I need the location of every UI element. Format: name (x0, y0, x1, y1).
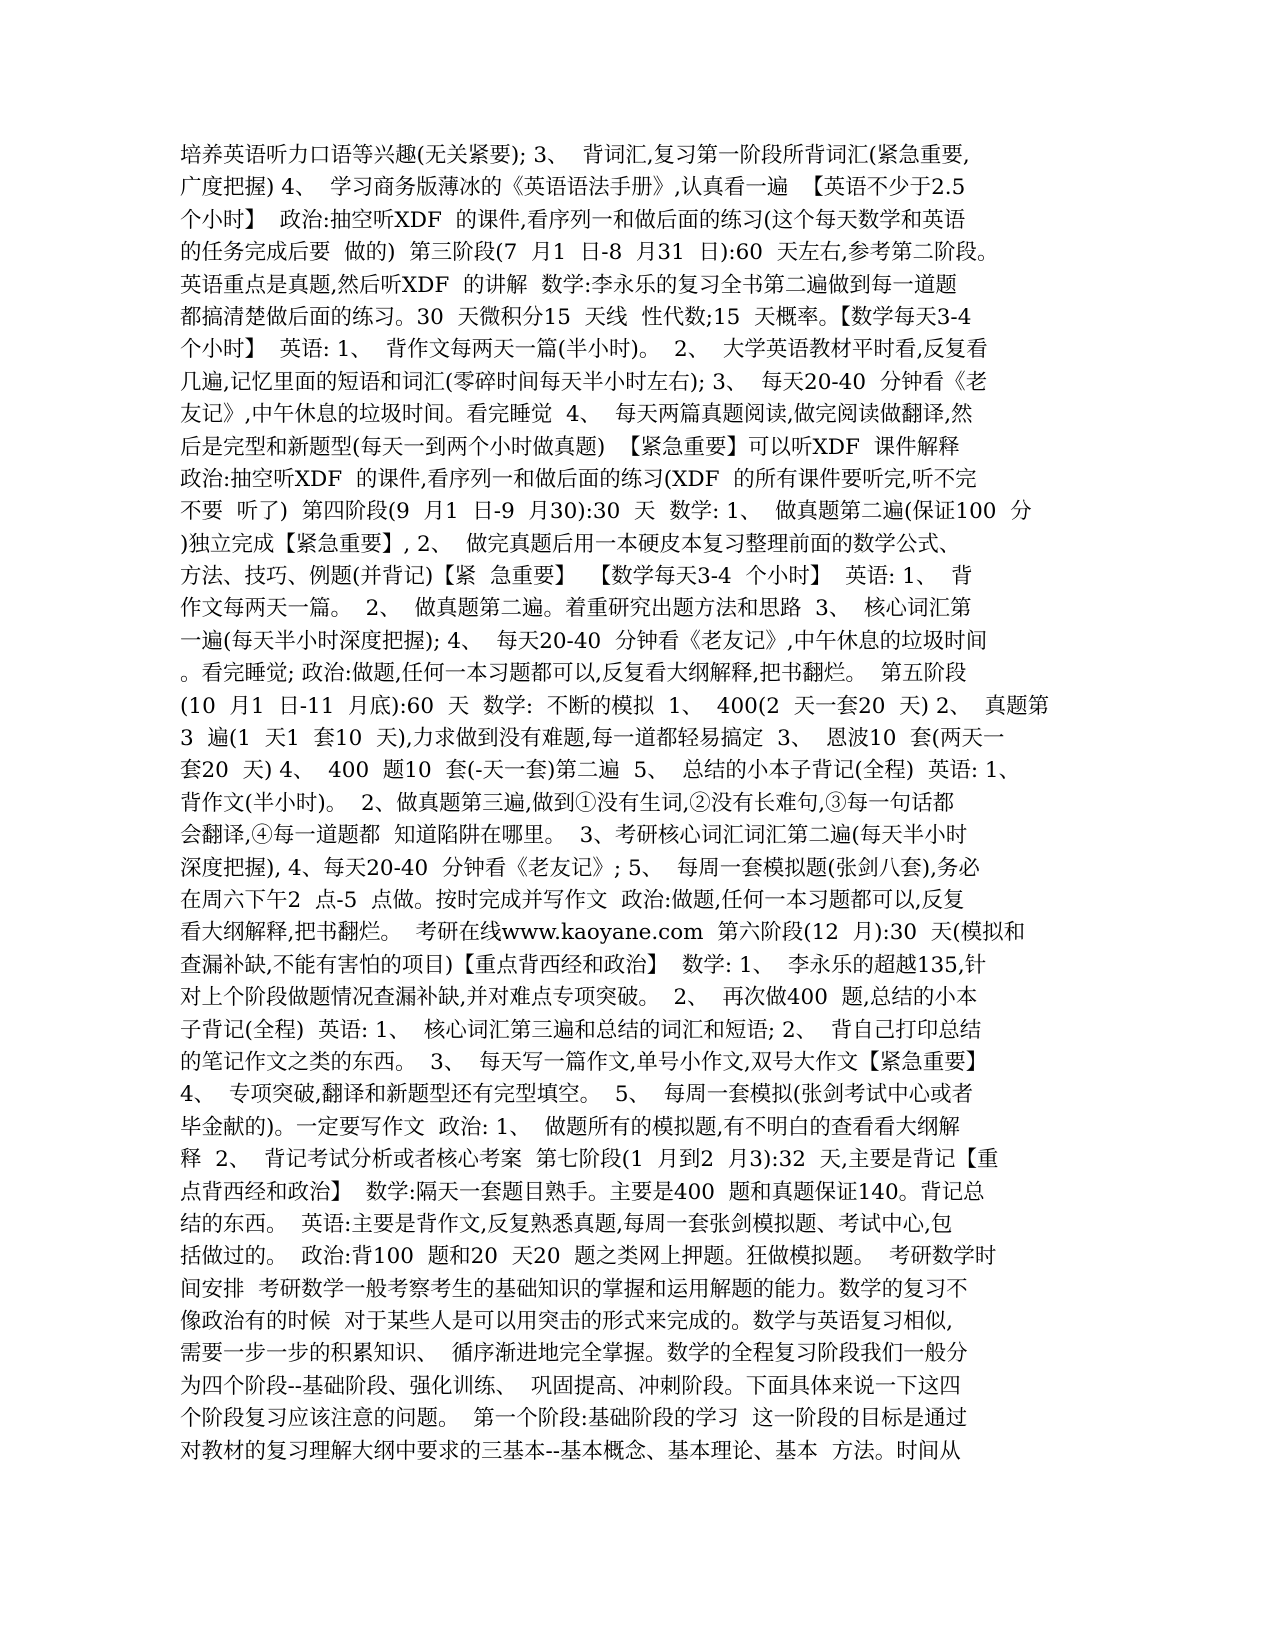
text-line: 个小时】 政治:抽空听XDF 的课件,看序列一和做后面的练习(这个每天数学和英语 (180, 207, 966, 233)
text-line: 的笔记作文之类的东西。 3、 每天写一篇作文,单号小作文,双号大作文【紧急重要】 (180, 1049, 988, 1075)
text-line: 背作文(半小时)。 2、做真题第三遍,做到①没有生词,②没有长难句,③每一句话都 (180, 790, 955, 816)
text-line: 点背西经和政治】 数学:隔天一套题目熟手。主要是400 题和真题保证140。背记总 (180, 1179, 985, 1205)
text-line: 深度把握), 4、每天20-40 分钟看《老友记》; 5、 每周一套模拟题(张剑八套),务必 (180, 855, 980, 881)
text-line: (10 月1 日-11 月底):60 天 数学: 不断的模拟 1、 400(2 天一套20 天) 2、 真题第 (180, 693, 1050, 719)
text-line: 一遍(每天半小时深度把握); 4、 每天20-40 分钟看《老友记》,中午休息的垃圾时间 (180, 628, 988, 654)
text-line: 像政治有的时候 对于某些人是可以用突击的形式来完成的。数学与英语复习相似, (180, 1309, 954, 1335)
text-line: 政治:抽空听XDF 的课件,看序列一和做后面的练习(XDF 的所有课件要听完,听不完 (180, 466, 977, 492)
text-line: 几遍,记忆里面的短语和词汇(零碎时间每天半小时左右); 3、 每天20-40 分钟看《老 (180, 369, 988, 395)
text-line: 看大纲解释,把书翻烂。 考研在线www.kaoyane.com 第六阶段(12 月):30 天(模拟和 (180, 920, 1026, 946)
text-line: 括做过的。 政治:背100 题和20 天20 题之类网上押题。狂做模拟题。 考研数学时 (180, 1244, 997, 1270)
text-line: 。看完睡觉; 政治:做题,任何一本习题都可以,反复看大纲解释,把书翻烂。 第五阶段 (180, 661, 967, 687)
text-line: 都搞清楚做后面的练习。30 天微积分15 天线 性代数;15 天概率。【数学每天3-4 (180, 304, 972, 330)
text-line: 作文每两天一篇。 2、 做真题第二遍。着重研究出题方法和思路 3、 核心词汇第 (180, 596, 972, 622)
text-line: 子背记(全程) 英语: 1、 核心词汇第三遍和总结的词汇和短语; 2、 背自己打印总结 (180, 1017, 982, 1043)
text-line: 需要一步一步的积累知识、 循序渐进地完全掌握。数学的全程复习阶段我们一般分 (180, 1341, 968, 1367)
text-line: 会翻译,④每一道题都 知道陷阱在哪里。 3、考研核心词汇词汇第二遍(每天半小时 (180, 823, 968, 849)
text-line: 间安排 考研数学一般考察考生的基础知识的掌握和运用解题的能力。数学的复习不 (180, 1276, 968, 1302)
text-line: 毕金献的)。一定要写作文 政治: 1、 做题所有的模拟题,有不明白的查看看大纲解 (180, 1114, 960, 1140)
text-line: 对上个阶段做题情况查漏补缺,并对难点专项突破。 2、 再次做400 题,总结的小本 (180, 985, 978, 1011)
text-line: 查漏补缺,不能有害怕的项目)【重点背西经和政治】 数学: 1、 李永乐的超越135,针 (180, 952, 987, 978)
text-line: 3 遍(1 天1 套10 天),力求做到没有难题,每一道都轻易搞定 3、 恩波10 套(两天一 (180, 726, 1005, 752)
text-line: 后是完型和新题型(每天一到两个小时做真题) 【紧急重要】可以听XDF 课件解释 (180, 434, 960, 460)
text-line: 释 2、 背记考试分析或者核心考案 第七阶段(1 月到2 月3):32 天,主要是背记【重 (180, 1147, 999, 1173)
text-line: 方法、技巧、例题(并背记)【紧 急重要】 【数学每天3-4 个小时】 英语: 1、 背 (180, 564, 973, 590)
text-line: 个阶段复习应该注意的问题。 第一个阶段:基础阶段的学习 这一阶段的目标是通过 (180, 1406, 968, 1432)
text-line: 培养英语听力口语等兴趣(无关紧要); 3、 背词汇,复习第一阶段所背词汇(紧急重要, (180, 143, 970, 168)
text-line: 不要 听了) 第四阶段(9 月1 日-9 月30):30 天 数学: 1、 做真题第二遍(保证100 分 (180, 499, 1032, 525)
text-line: 对教材的复习理解大纲中要求的三基本--基本概念、基本理论、基本 方法。时间从 (180, 1438, 961, 1464)
text-line: 个小时】 英语: 1、 背作文每两天一篇(半小时)。 2、 大学英语教材平时看,反复看 (180, 337, 988, 363)
text-line: 4、 专项突破,翻译和新题型还有完型填空。 5、 每周一套模拟(张剑考试中心或者 (180, 1082, 974, 1108)
text-line: 套20 天) 4、 400 题10 套(-天一套)第二遍 5、 总结的小本子背记(全程) 英语: 1、 (180, 758, 1021, 784)
text-line: 广度把握) 4、 学习商务版薄冰的《英语语法手册》,认真看一遍 【英语不少于2.5 (180, 175, 966, 201)
text-line: 英语重点是真题,然后听XDF 的讲解 数学:李永乐的复习全书第二遍做到每一道题 (180, 272, 957, 298)
text-line: 为四个阶段--基础阶段、强化训练、 巩固提高、冲刺阶段。下面具体来说一下这四 (180, 1373, 961, 1399)
text-line: 的任务完成后要 做的) 第三阶段(7 月1 日-8 月31 日):60 天左右,参考第二阶段。 (180, 240, 999, 266)
text-line: 友记》,中午休息的垃圾时间。看完睡觉 4、 每天两篇真题阅读,做完阅读做翻译,然 (180, 402, 973, 428)
text-line: 结的东西。 英语:主要是背作文,反复熟悉真题,每周一套张剑模拟题、考试中心,包 (180, 1211, 953, 1237)
text-line: )独立完成【紧急重要】, 2、 做完真题后用一本硬皮本复习整理前面的数学公式、 (180, 531, 961, 557)
text-line: 在周六下午2 点-5 点做。按时完成并写作文 政治:做题,任何一本习题都可以,反复 (180, 887, 965, 913)
body-text (180, 140, 1060, 1468)
